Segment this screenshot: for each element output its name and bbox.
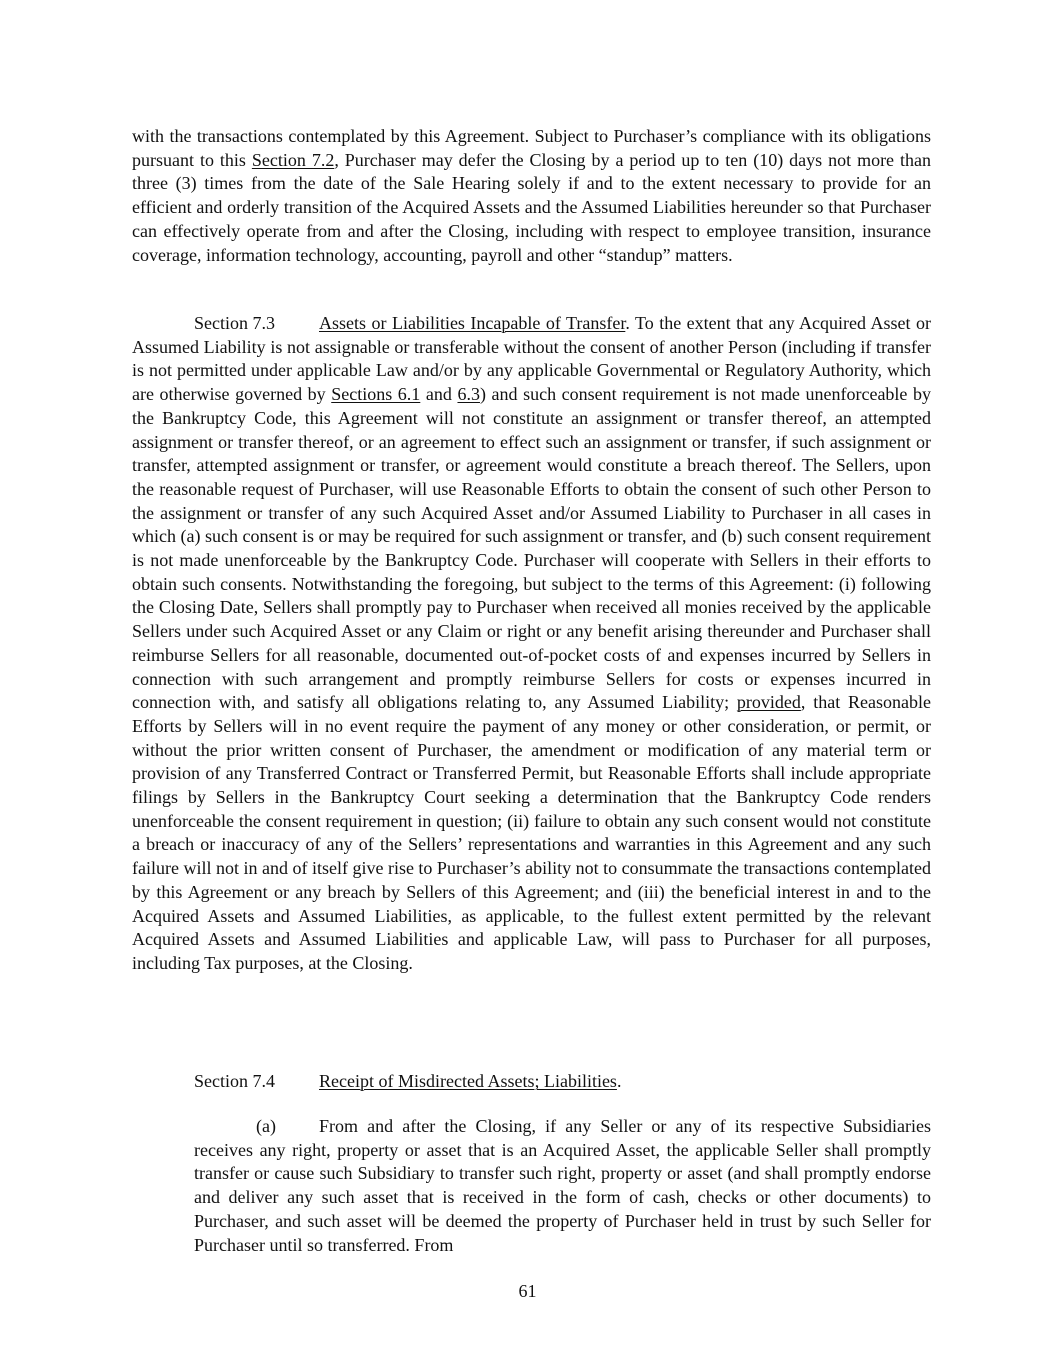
section-text: and <box>420 384 458 405</box>
cross-reference-sections-6-1: Sections 6.1 <box>331 384 421 405</box>
page-number: 61 <box>518 1281 537 1301</box>
section-7-4-heading <box>194 1070 894 1094</box>
subsection-text: From and after the Closing, if any Seller or any of its respective Subsidiaries receives any right, property or asset that is an Acquired Asset, the applicable Seller shall promptly transfer or cause such Subsidiary to transfer such right, property or asset (and shall promptly endorse and deliver any such asset that is received in the form of cash, checks or other documents) to Purchaser, and such asset will be deemed the property of Purchaser held in trust by such Seller for Purchaser until so transferred. From <box>194 1116 931 1255</box>
cross-reference-section-6-3: 6.3 <box>457 384 480 405</box>
section-text: . To the extent that any Acquired Asset or Assumed Liability is not assignable or transferable without the consent of another Person (including if transfer is not permitted under applicable Law and/or by any applicable Governmental or Regulatory Authority, which are otherwise governed by <box>132 313 931 405</box>
section-7-3 <box>132 312 931 1047</box>
provided-term: provided <box>736 692 801 713</box>
section-heading: Receipt of Misdirected Assets; Liabilities <box>319 1071 617 1091</box>
heading-period: . <box>616 1071 622 1091</box>
paragraph-text: , Purchaser may defer the Closing by a period up to ten (10) days not more than three (3) times from the date of the Sale Hearing solely if and to the extent necessary to provide for an efficient and orderly transition of the Acquired Assets and the Assumed Liabilities hereunder so that Purchaser can effectively operate from and after the Closing, including with respect to employee transition, insurance coverage, information technology, accounting, payroll and other “standup” matters. <box>132 149 931 265</box>
paragraph-text: with the transactions contemplated by this Agreement. Subject to Purchaser’s compliance with its obligations pursuant to this <box>132 126 931 170</box>
section-number: Section 7.3 <box>194 313 275 333</box>
section-text: , that Reasonable Efforts by Sellers will in no event require the payment of any money or other consideration, or permit, or without the prior written consent of Purchaser, the amendment or modification of any material term or provision of any Transferred Contract or Transferred Permit, but Reasonable Efforts shall include appropriate filings by Sellers in the Bankruptcy Court seeking a determination that the Bankruptcy Code renders unenforceable the consent requirement in question; (ii) failure to obtain any such consent would not constitute a breach or inaccuracy of any of the Sellers’ representations and warranties in this Agreement and any such failure will not in and of itself give rise to Purchaser’s ability not to consummate the transactions contemplated by this Agreement or any breach by Sellers of this Agreement; and (iii) the beneficial interest in and to the Acquired Assets and Assumed Liabilities, as applicable, to the fullest extent permitted by the relevant Acquired Assets and Assumed Liabilities and applicable Law, will pass to Purchaser for all purposes, including Tax purposes, at the Closing. <box>132 692 932 973</box>
section-text: ) and such consent requirement is not made unenforceable by the Bankruptcy Code, this Agreement will not constitute an assignment or transfer thereof, an attempted assignment or transfer thereof, or an agreement to effect such an assignment or transfer, if such assignment or transfer, attempted assignment or transfer, or agreement would constitute a breach thereof. The Sellers, upon the reasonable request of Purchaser, will use Reasonable Efforts to obtain the consent of such other Person to the assignment or transfer of any such Acquired Asset and/or Assumed Liability to Purchaser in all cases in which (a) such consent is or may be required for such assignment or transfer, and (b) such consent requirement is not made unenforceable by the Bankruptcy Code. Purchaser will cooperate with Sellers in their efforts to obtain such consents. Notwithstanding the foregoing, but subject to the terms of this Agreement: (i) following the Closing Date, Sellers shall promptly pay to Purchaser when received all monies received by the applicable Sellers under such Acquired Asset or any Claim or right or any benefit arising thereunder and Purchaser shall reimburse Sellers for all reasonable, documented out-of-pocket costs of and expenses incurred by Sellers in connection with such arrangement and promptly reimburse Sellers for costs or expenses incurred in connection with, and satisfy all obligations relating to, any Assumed Liability; <box>132 384 931 713</box>
cross-reference-section-7-2: Section 7.2 <box>251 149 335 170</box>
paragraph-closing-deferral <box>132 125 931 292</box>
section-heading: Assets or Liabilities Incapable of Transfer <box>319 313 626 333</box>
section-number: Section 7.4 <box>194 1071 275 1091</box>
subsection-a <box>194 1115 931 1261</box>
subsection-label: (a) <box>256 1116 276 1136</box>
